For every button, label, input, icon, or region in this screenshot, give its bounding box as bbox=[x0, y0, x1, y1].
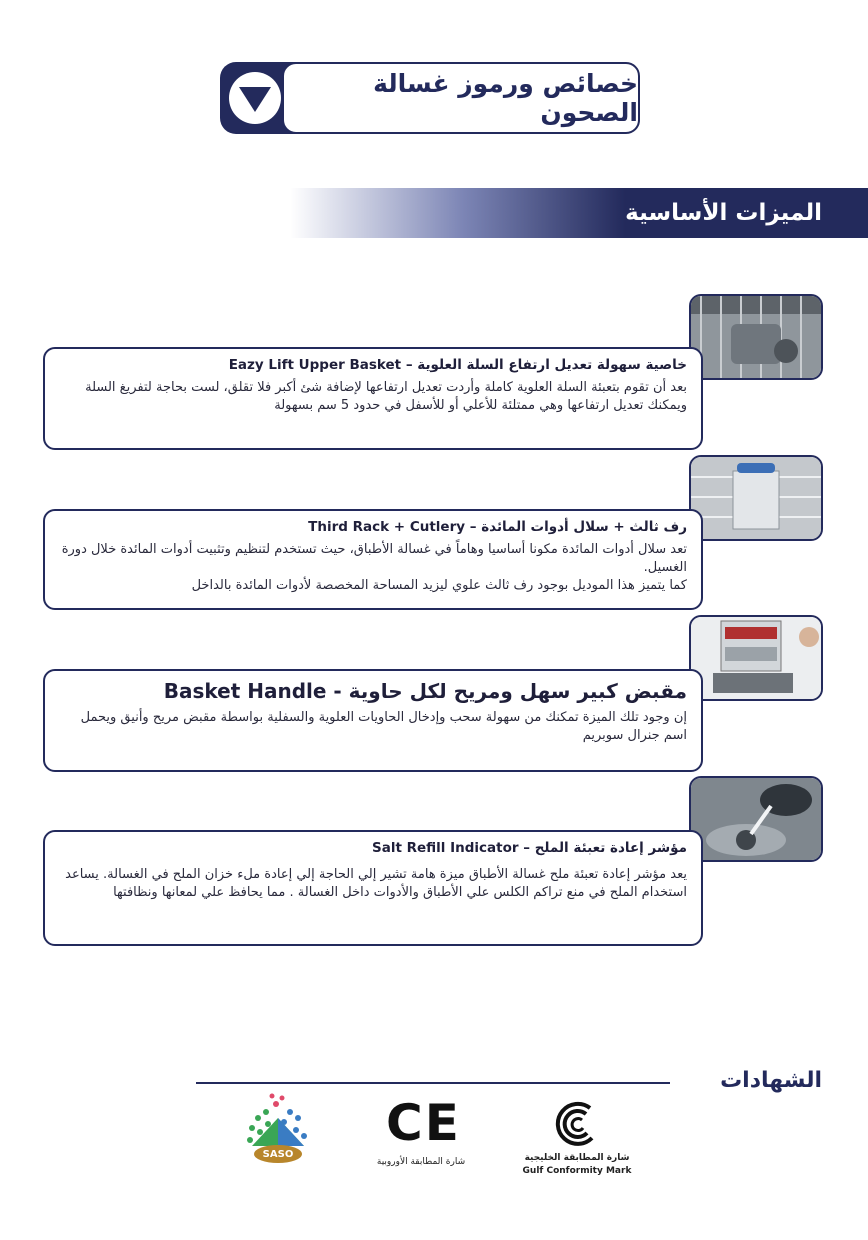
feature-photo-basket-handle bbox=[689, 615, 823, 701]
gulf-conformity-mark-icon bbox=[552, 1100, 604, 1148]
feature-description-extra: كما يتميز هذا الموديل بوجود رف ثالث علوي ليزيد المساحة المخصصة لأدوات المائدة بالداخل bbox=[191, 578, 687, 593]
triangle-down-icon bbox=[229, 72, 281, 124]
feature-description: تعد سلال أدوات المائدة مكونا أساسيا وهاماً في غسالة الأطباق، حيث تستخدم لتنظيم وتثبيت أدوات المائدة خلال دورة الغسيل. bbox=[61, 542, 687, 575]
certifications-title: الشهادات bbox=[720, 1068, 822, 1093]
feature-card-upper-basket bbox=[43, 347, 703, 450]
feature-title: خاصية سهولة تعديل ارتفاع السلة العلوية – Eazy Lift Upper Basket bbox=[228, 357, 687, 373]
feature-description: بعد أن تقوم بتعبئة السلة العلوية كاملة وأردت تعديل ارتفاعها لإضافة شئ أكبر فلا تقلق، لست بحاجة لتفريغ السلة ويمكنك تعديل ارتفاعها وهي ممتلئة للأعلي أو للأسفل في حدود 5 سم بسهولة bbox=[85, 380, 687, 413]
title-circle bbox=[229, 72, 281, 124]
feature-photo-salt-refill bbox=[689, 776, 823, 862]
certifications-divider bbox=[196, 1082, 670, 1084]
feature-photo-upper-basket bbox=[689, 294, 823, 380]
feature-card-basket-handle bbox=[43, 669, 703, 772]
feature-title: مقبض كبير سهل ومريح لكل حاوية - Basket Handle bbox=[163, 679, 687, 703]
feature-photo-third-rack bbox=[689, 455, 823, 541]
saso-logo-icon bbox=[238, 1088, 318, 1174]
feature-description: إن وجود تلك الميزة تمكنك من سهولة سحب وإدخال الحاويات العلوية والسفلية بواسطة مقبض مريح وأنيق ويحمل اسم جنرال سوبريم bbox=[80, 710, 687, 743]
gulf-mark-arabic-label: شارة المطابقة الخليجية bbox=[524, 1153, 630, 1163]
feature-title: مؤشر إعادة تعبئة الملح – Salt Refill Indicator bbox=[371, 840, 687, 856]
feature-title: رف ثالث + سلال أدوات المائدة – Third Rack + Cutlery bbox=[308, 519, 687, 535]
section-band bbox=[290, 188, 868, 238]
section-title: الميزات الأساسية bbox=[625, 200, 822, 226]
page-title: خصائص ورموز غسالة الصحون bbox=[282, 62, 640, 134]
feature-card-third-rack bbox=[43, 509, 703, 610]
ce-mark-arabic-label: شارة المطابقة الأوروبية bbox=[376, 1157, 466, 1167]
saso-label: SASO bbox=[262, 1149, 294, 1160]
page-title-banner bbox=[220, 62, 640, 134]
gulf-mark-english-label: Gulf Conformity Mark bbox=[522, 1166, 632, 1176]
feature-card-salt-refill bbox=[43, 830, 703, 946]
ce-mark-icon: CE bbox=[386, 1094, 461, 1152]
feature-description: يعد مؤشر إعادة تعبئة ملح غسالة الأطباق ميزة هامة تشير إلي الحاجة إلي إعادة ملء خزان الملح في الغسالة. يساعد استخدام الملح في منع تراكم الكلس علي الأطباق والأدوات داخل الغسالة . مما يحافظ علي لمعانها ونظافتها bbox=[65, 867, 687, 900]
